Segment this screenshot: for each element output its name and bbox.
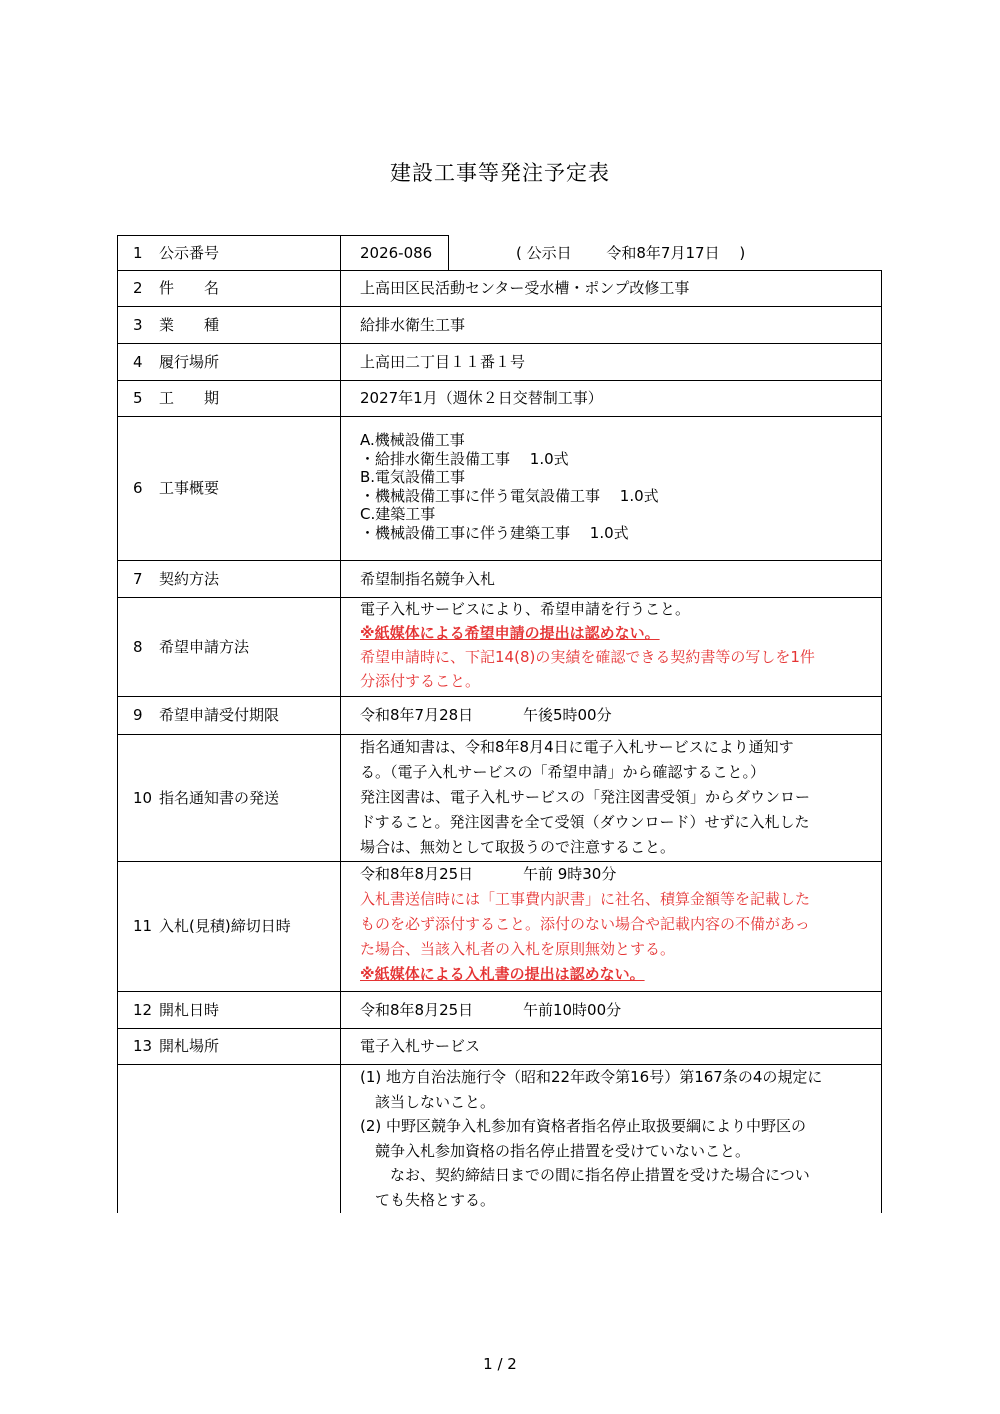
project-name-value: 上高田区民活動センター受水槽・ポンプ改修工事 xyxy=(360,279,690,297)
notice-number-box-right xyxy=(448,235,449,270)
row-label-text: 開札日時 xyxy=(159,1000,220,1019)
row-number: 5 xyxy=(133,389,143,407)
row-label-text: 希望申請受付期限 xyxy=(159,706,280,724)
document-title: 建設工事等発注予定表 xyxy=(390,161,610,185)
paper-not-accepted-notice: ※紙媒体による希望申請の提出は認めない。 xyxy=(360,624,660,642)
opening-datetime xyxy=(360,991,621,1028)
eligibility-conditions xyxy=(360,1065,875,1212)
notice-number-value: 2026-086 xyxy=(360,243,433,262)
summary-line: C.建築工事 xyxy=(360,505,436,523)
notice-date xyxy=(516,235,745,270)
opening-place xyxy=(360,1028,480,1064)
location xyxy=(360,343,525,380)
page-number: 1 / 2 xyxy=(483,1355,517,1373)
bid-line: ものを必ず添付すること。添付のない場合や記載内容の不備があっ xyxy=(360,915,810,933)
eligibility-line: 競争入札参加資格の指名停止措置を受けていないこと。 xyxy=(360,1141,751,1160)
application-deadline-value: 令和8年7月28日 午後5時00分 xyxy=(360,706,612,724)
row-label xyxy=(133,734,333,861)
contract-method xyxy=(360,560,495,597)
eligibility-line: (1) 地方自治法施行令（昭和22年政令第16号）第167条の4の規定に xyxy=(360,1068,823,1086)
eligibility-line: (2) 中野区競争入札参加有資格者指名停止取扱要綱により中野区の xyxy=(360,1117,807,1135)
bid-deadline xyxy=(360,862,875,987)
row-label xyxy=(133,560,333,597)
row-number: 12 xyxy=(133,1000,153,1019)
row-number: 9 xyxy=(133,706,143,724)
opening-datetime-value: 令和8年8月25日 午前10時00分 xyxy=(360,1000,622,1019)
row-label-text: 工 期 xyxy=(159,389,220,407)
work-type xyxy=(360,306,465,343)
row-number: 6 xyxy=(133,479,143,497)
table-border-right xyxy=(881,270,882,1213)
bid-line: 入札書送信時には「工事費内訳書」に社名、積算金額等を記載した xyxy=(360,890,811,908)
row-number: 13 xyxy=(133,1037,153,1055)
summary-line: B.電気設備工事 xyxy=(360,468,466,486)
summary-line: ・機械設備工事に伴う建築工事 1.0式 xyxy=(360,523,629,542)
opening-place-value: 電子入札サービス xyxy=(360,1037,481,1055)
row-label xyxy=(133,306,333,343)
row-label xyxy=(133,235,333,270)
row-label xyxy=(133,991,333,1028)
row-label-text: 工事概要 xyxy=(159,479,220,497)
table-border-left xyxy=(117,235,118,1213)
row-number: 10 xyxy=(133,788,153,807)
bid-deadline-datetime: 令和8年8月25日 午前 9時30分 xyxy=(360,865,617,883)
row-number: 3 xyxy=(133,315,143,334)
summary-line: ・機械設備工事に伴う電気設備工事 1.0式 xyxy=(360,486,659,505)
summary-line: A.機械設備工事 xyxy=(360,431,465,449)
application-method xyxy=(360,597,875,693)
row-label-text: 指名通知書の発送 xyxy=(159,788,280,807)
work-type-value: 給排水衛生工事 xyxy=(360,315,466,334)
eligibility-line: ても失格とする。 xyxy=(360,1190,496,1209)
application-deadline xyxy=(360,696,612,734)
eligibility-line: なお、契約締結日までの間に指名停止措置を受けた場合につい xyxy=(360,1166,810,1184)
table-column-divider xyxy=(340,235,341,1213)
row-label-text: 開札場所 xyxy=(159,1037,220,1055)
nomination-line: る。（電子入札サービスの「希望申請」から確認すること。） xyxy=(360,763,766,781)
nomination-notice xyxy=(360,735,875,860)
nomination-line: 場合は、無効として取扱うので注意すること。 xyxy=(360,838,676,856)
row-label xyxy=(133,696,333,734)
row-label xyxy=(133,1028,333,1064)
row-number: 2 xyxy=(133,279,143,297)
row-label xyxy=(133,416,333,560)
row-label-text: 業 種 xyxy=(159,315,220,334)
contract-method-value: 希望制指名競争入札 xyxy=(360,569,496,588)
nomination-line: 発注図書は、電子入札サービスの「発注図書受領」からダウンロー xyxy=(360,788,811,806)
row-label-text: 公示番号 xyxy=(159,243,220,262)
application-line: 希望申請時に、下記14(8)の実績を確認できる契約書等の写しを1件 xyxy=(360,648,815,666)
notice-date-value: ( 公示日 令和8年7月17日 ) xyxy=(516,243,746,262)
row-number: 7 xyxy=(133,569,143,588)
application-line: 電子入札サービスにより、希望申請を行うこと。 xyxy=(360,600,691,618)
row-label-text: 希望申請方法 xyxy=(159,637,250,656)
application-line: 分添付すること。 xyxy=(360,672,481,690)
row-label-text: 履行場所 xyxy=(159,352,220,371)
construction-period-value: 2027年1月（週休２日交替制工事） xyxy=(360,389,603,407)
construction-period xyxy=(360,380,603,416)
summary-line: ・給排水衛生設備工事 1.0式 xyxy=(360,449,569,468)
location-value: 上高田二丁目１１番１号 xyxy=(360,352,526,371)
bid-line: た場合、当該入札者の入札を原則無効とする。 xyxy=(360,940,676,958)
notice-number xyxy=(360,235,432,270)
row-label-text: 契約方法 xyxy=(159,569,220,588)
row-number: 11 xyxy=(133,917,153,935)
row-label-text: 件 名 xyxy=(159,279,220,297)
row-label xyxy=(133,270,333,306)
row-label xyxy=(133,380,333,416)
nomination-line: ドすること。発注図書を全て受領（ダウンロード）せずに入札した xyxy=(360,813,810,831)
nomination-line: 指名通知書は、令和8年8月4日に電子入札サービスにより通知す xyxy=(360,738,794,756)
eligibility-line: 該当しないこと。 xyxy=(360,1092,496,1111)
row-number: 8 xyxy=(133,637,143,656)
row-label-text: 入札(見積)締切日時 xyxy=(159,917,291,935)
paper-bid-not-accepted-notice: ※紙媒体による入札書の提出は認めない。 xyxy=(360,965,645,983)
row-label xyxy=(133,597,333,696)
row-number: 1 xyxy=(133,243,143,262)
work-summary xyxy=(360,431,875,542)
row-label xyxy=(133,343,333,380)
row-number: 4 xyxy=(133,352,143,371)
row-label xyxy=(133,861,343,991)
project-name xyxy=(360,270,689,306)
